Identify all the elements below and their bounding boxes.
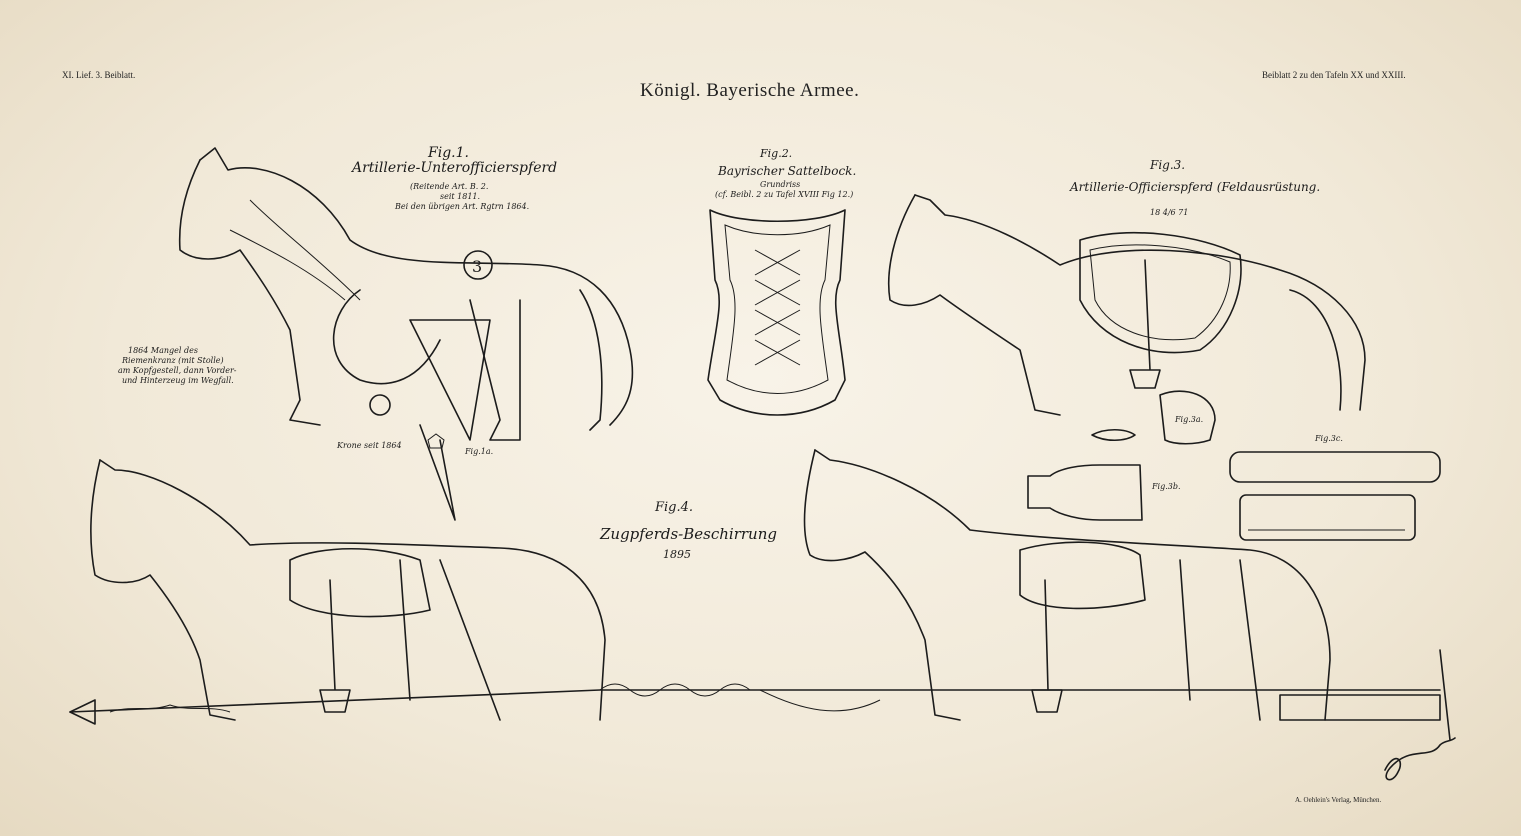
fig1-label: Fig.1. <box>428 145 469 161</box>
fig2-saddle-tree-illustration <box>708 210 845 415</box>
artist-signature-icon <box>1385 738 1455 780</box>
fig4-team-horses-illustration <box>70 450 1450 740</box>
fig1-side-note-2: Riemenkranz (mit Stolle) <box>122 356 224 365</box>
fig4-year: 1895 <box>663 548 691 561</box>
fig2-note-1: Grundriss <box>760 180 801 189</box>
fig1-side-note-3: am Kopfgestell, dann Vorder- <box>118 366 237 375</box>
fig1-crown-label: Krone seit 1864 <box>337 441 402 450</box>
fig3a-label: Fig.3a. <box>1175 415 1204 424</box>
fig4-label: Fig.4. <box>655 500 694 515</box>
header-left-text: XI. Lief. 3. Beiblatt. <box>62 70 136 80</box>
page-title: Königl. Bayerische Armee. <box>640 80 860 101</box>
fig4-title: Zugpferds-Beschirrung <box>600 525 777 543</box>
header-right-text: Beiblatt 2 zu den Tafeln XX und XXIII. <box>1262 70 1406 80</box>
fig1a-label: Fig.1a. <box>465 447 494 456</box>
fig1-side-note-1: 1864 Mangel des <box>128 346 198 355</box>
fig2-title: Bayrischer Sattelbock. <box>718 164 857 178</box>
fig3-title: Artillerie-Officierspferd (Feldausrüstung. <box>1070 180 1321 194</box>
fig2-note-2: (cf. Beibl. 2 zu Tafel XVIII Fig 12.) <box>715 190 854 199</box>
fig1-side-note-4: und Hinterzeug im Wegfall. <box>122 376 234 385</box>
fig1-title: Artillerie-Unterofficierspferd <box>352 160 558 176</box>
fig1-note-1: (Reitende Art. B. 2. <box>410 182 489 191</box>
publisher-imprint: A. Oehlein's Verlag, München. <box>1295 796 1382 804</box>
fig1-note-2: seit 1811. <box>440 192 481 201</box>
fig2-label: Fig.2. <box>760 147 793 160</box>
fig3-note: 18 4/6 71 <box>1150 208 1189 217</box>
fig1-note-3: Bei den übrigen Art. Rgtrn 1864. <box>395 202 530 211</box>
fig3c-label: Fig.3c. <box>1315 434 1343 443</box>
fig3b-label: Fig.3b. <box>1152 482 1181 491</box>
fig3-label: Fig.3. <box>1150 158 1186 172</box>
svg-text:3: 3 <box>472 257 483 276</box>
